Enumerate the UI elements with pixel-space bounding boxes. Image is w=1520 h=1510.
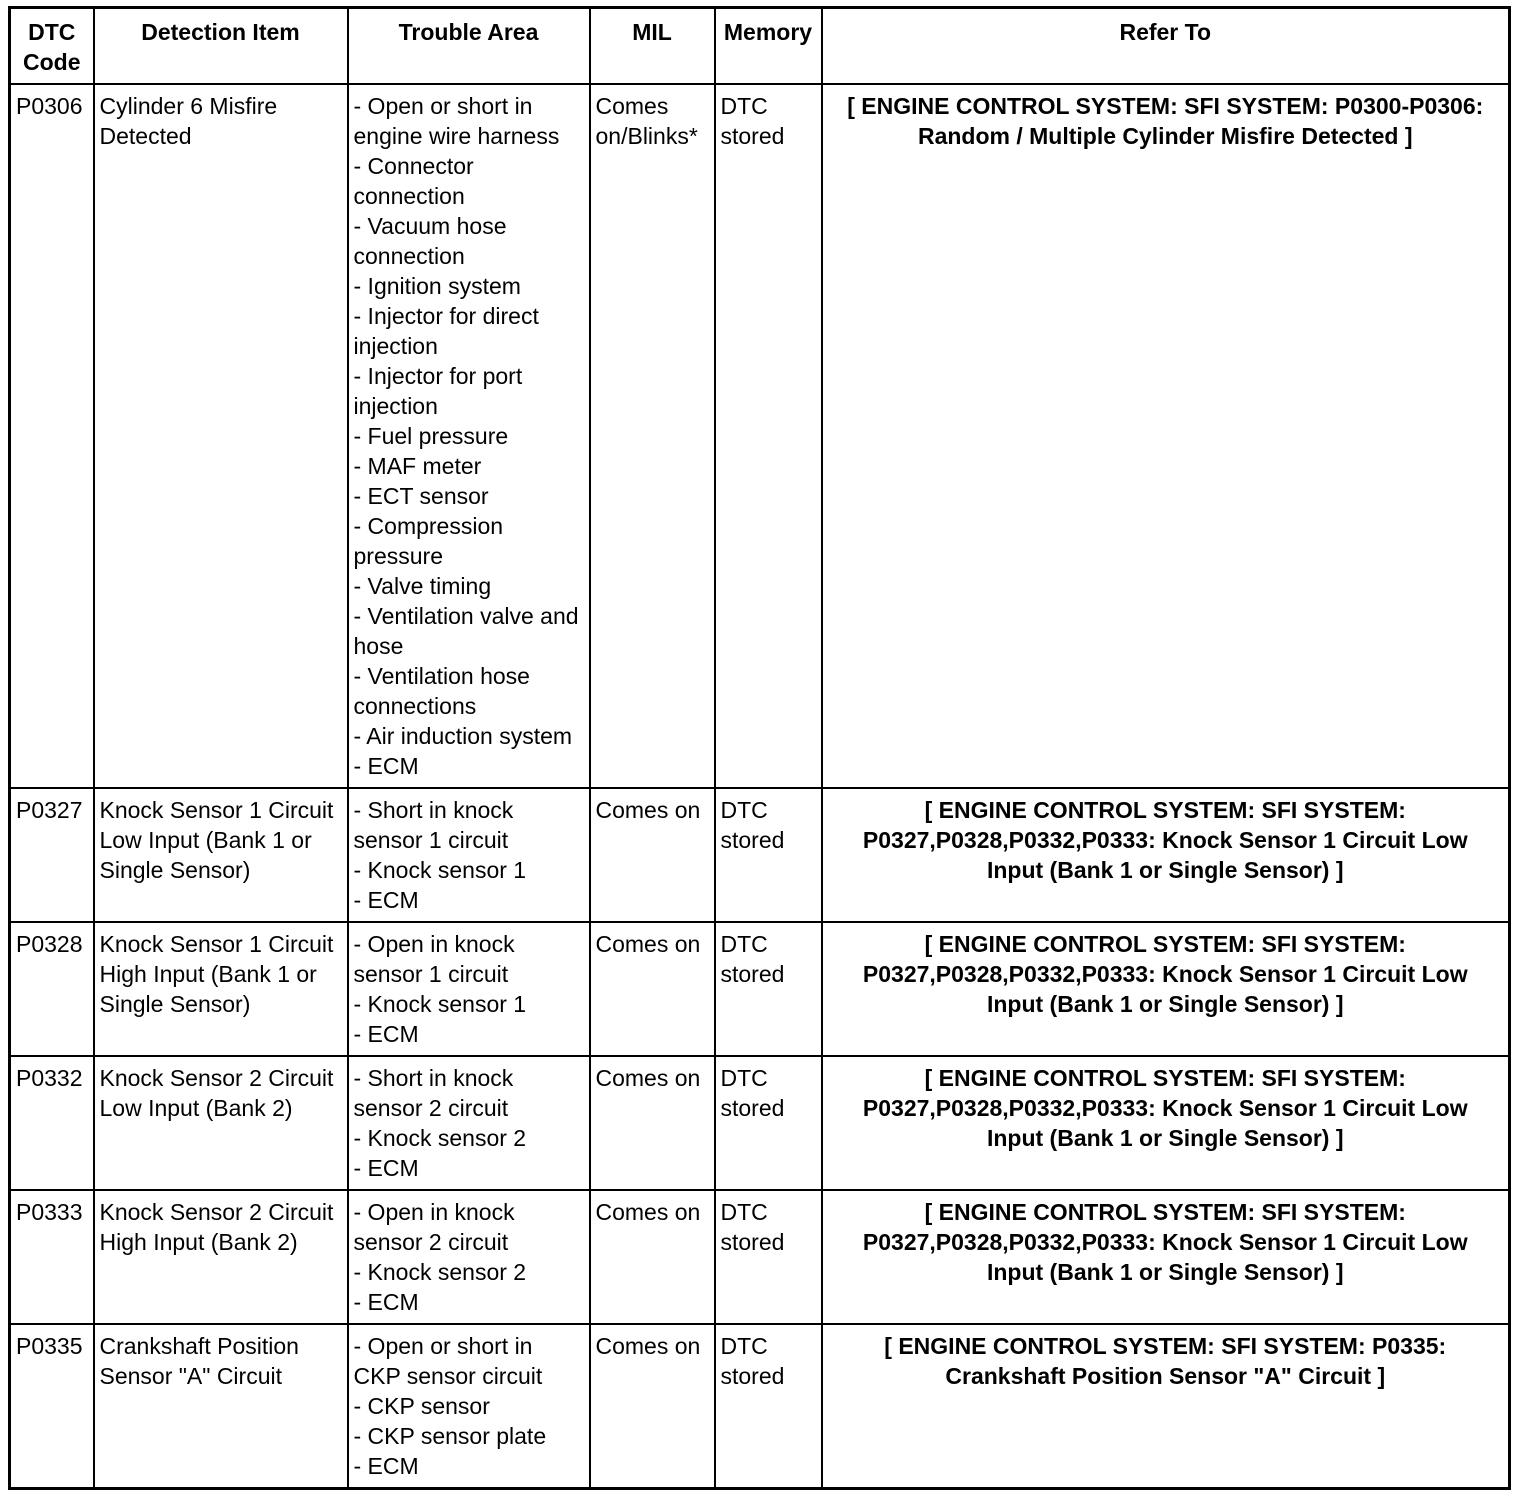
refer-to-cell: [ ENGINE CONTROL SYSTEM: SFI SYSTEM: P0327,P0328,P0332,P0333: Knock Sensor 1 Circuit Low Input (Bank 1 or Single Sensor) ] bbox=[822, 788, 1510, 922]
trouble-area-item: - Compression pressure bbox=[353, 513, 504, 569]
table-body bbox=[10, 84, 1510, 1489]
trouble-area-item: - Vacuum hose connection bbox=[353, 213, 507, 269]
trouble-area-item: - CKP sensor plate bbox=[353, 1423, 547, 1449]
trouble-area-cell bbox=[348, 84, 590, 788]
dtc-code-cell: P0332 bbox=[10, 1056, 94, 1190]
refer-to-cell: [ ENGINE CONTROL SYSTEM: SFI SYSTEM: P0335: Crankshaft Position Sensor "A" Circuit ] bbox=[822, 1324, 1510, 1489]
mil-cell: Comes on bbox=[590, 1056, 715, 1190]
refer-to-cell: [ ENGINE CONTROL SYSTEM: SFI SYSTEM: P0327,P0328,P0332,P0333: Knock Sensor 1 Circuit Low Input (Bank 1 or Single Sensor) ] bbox=[822, 1190, 1510, 1324]
mil-cell: Comes on bbox=[590, 922, 715, 1056]
trouble-area-item: - MAF meter bbox=[353, 453, 482, 479]
trouble-area-item: - Knock sensor 2 bbox=[353, 1259, 527, 1285]
header-refer-to: Refer To bbox=[822, 8, 1510, 85]
trouble-area-item: - Connector connection bbox=[353, 153, 474, 209]
mil-cell: Comes on bbox=[590, 1324, 715, 1489]
mil-cell: Comes on bbox=[590, 788, 715, 922]
trouble-area-item: - Short in knock sensor 2 circuit bbox=[353, 1065, 514, 1121]
memory-cell: DTC stored bbox=[715, 1324, 822, 1489]
table-row bbox=[10, 1324, 1510, 1489]
trouble-area-item: - ECM bbox=[353, 753, 419, 779]
refer-to-cell: [ ENGINE CONTROL SYSTEM: SFI SYSTEM: P0300-P0306: Random / Multiple Cylinder Misfire Detected ] bbox=[822, 84, 1510, 788]
detection-item-cell: Knock Sensor 2 Circuit Low Input (Bank 2) bbox=[94, 1056, 348, 1190]
trouble-area-item: - Knock sensor 2 bbox=[353, 1125, 527, 1151]
trouble-area-item: - Valve timing bbox=[353, 573, 492, 599]
refer-to-cell: [ ENGINE CONTROL SYSTEM: SFI SYSTEM: P0327,P0328,P0332,P0333: Knock Sensor 1 Circuit Low Input (Bank 1 or Single Sensor) ] bbox=[822, 922, 1510, 1056]
trouble-area-item: - Open in knock sensor 2 circuit bbox=[353, 1199, 515, 1255]
trouble-area-cell bbox=[348, 1324, 590, 1489]
trouble-area-item: - Ventilation valve and hose bbox=[353, 603, 579, 659]
header-dtc-code: DTC Code bbox=[10, 8, 94, 85]
trouble-area-item: - Knock sensor 1 bbox=[353, 991, 527, 1017]
trouble-area-item: - ECM bbox=[353, 1453, 419, 1479]
trouble-area-item: - Open or short in engine wire harness bbox=[353, 93, 560, 149]
trouble-area-item: - Short in knock sensor 1 circuit bbox=[353, 797, 514, 853]
trouble-area-item: - Fuel pressure bbox=[353, 423, 509, 449]
trouble-area-item: - CKP sensor bbox=[353, 1393, 490, 1419]
table-row bbox=[10, 1056, 1510, 1190]
trouble-area-item: - Ignition system bbox=[353, 273, 521, 299]
trouble-area-item: - Injector for port injection bbox=[353, 363, 523, 419]
trouble-area-cell bbox=[348, 922, 590, 1056]
memory-cell: DTC stored bbox=[715, 84, 822, 788]
trouble-area-item: - ECM bbox=[353, 1021, 419, 1047]
memory-cell: DTC stored bbox=[715, 788, 822, 922]
dtc-code-cell: P0327 bbox=[10, 788, 94, 922]
refer-to-cell: [ ENGINE CONTROL SYSTEM: SFI SYSTEM: P0327,P0328,P0332,P0333: Knock Sensor 1 Circuit Low Input (Bank 1 or Single Sensor) ] bbox=[822, 1056, 1510, 1190]
trouble-area-item: - Open or short in CKP sensor circuit bbox=[353, 1333, 543, 1389]
dtc-code-cell: P0306 bbox=[10, 84, 94, 788]
table-row bbox=[10, 1190, 1510, 1324]
dtc-table bbox=[8, 6, 1511, 1490]
mil-cell: Comes on bbox=[590, 1190, 715, 1324]
header-detection-item: Detection Item bbox=[94, 8, 348, 85]
mil-cell: Comes on/Blinks* bbox=[590, 84, 715, 788]
trouble-area-item: - Knock sensor 1 bbox=[353, 857, 527, 883]
trouble-area-item: - Ventilation hose connections bbox=[353, 663, 530, 719]
header-row bbox=[10, 8, 1510, 85]
trouble-area-item: - Open in knock sensor 1 circuit bbox=[353, 931, 515, 987]
table-row bbox=[10, 922, 1510, 1056]
table-row bbox=[10, 84, 1510, 788]
trouble-area-item: - Injector for direct injection bbox=[353, 303, 539, 359]
detection-item-cell: Crankshaft Position Sensor "A" Circuit bbox=[94, 1324, 348, 1489]
detection-item-cell: Knock Sensor 1 Circuit Low Input (Bank 1 or Single Sensor) bbox=[94, 788, 348, 922]
trouble-area-item: - ECM bbox=[353, 1155, 419, 1181]
dtc-code-cell: P0333 bbox=[10, 1190, 94, 1324]
dtc-code-cell: P0335 bbox=[10, 1324, 94, 1489]
table-row bbox=[10, 788, 1510, 922]
header-trouble-area: Trouble Area bbox=[348, 8, 590, 85]
trouble-area-cell bbox=[348, 788, 590, 922]
trouble-area-item: - Air induction system bbox=[353, 723, 573, 749]
memory-cell: DTC stored bbox=[715, 1190, 822, 1324]
trouble-area-item: - ECM bbox=[353, 887, 419, 913]
trouble-area-item: - ECM bbox=[353, 1289, 419, 1315]
detection-item-cell: Cylinder 6 Misfire Detected bbox=[94, 84, 348, 788]
dtc-code-cell: P0328 bbox=[10, 922, 94, 1056]
detection-item-cell: Knock Sensor 1 Circuit High Input (Bank 1 or Single Sensor) bbox=[94, 922, 348, 1056]
detection-item-cell: Knock Sensor 2 Circuit High Input (Bank 2) bbox=[94, 1190, 348, 1324]
memory-cell: DTC stored bbox=[715, 922, 822, 1056]
trouble-area-cell bbox=[348, 1056, 590, 1190]
trouble-area-item: - ECT sensor bbox=[353, 483, 489, 509]
header-mil: MIL bbox=[590, 8, 715, 85]
memory-cell: DTC stored bbox=[715, 1056, 822, 1190]
trouble-area-cell bbox=[348, 1190, 590, 1324]
header-memory: Memory bbox=[715, 8, 822, 85]
